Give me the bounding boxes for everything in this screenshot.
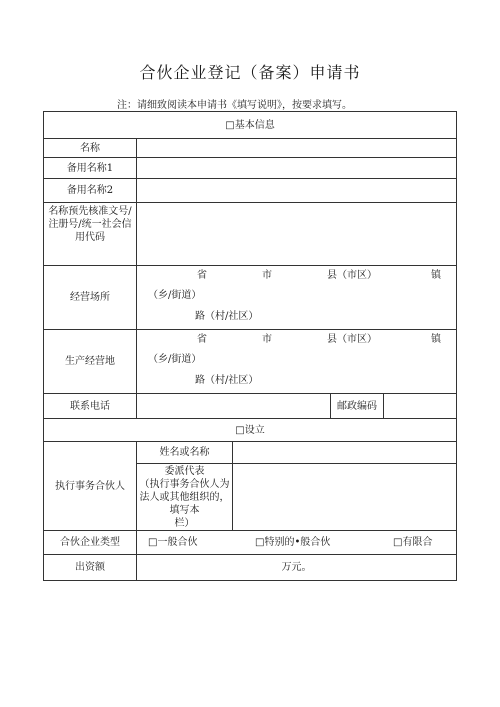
label-postcode: 邮政编码 <box>331 394 384 419</box>
label-managing-partner: 执行事务合伙人 <box>44 442 137 531</box>
addr-city-label: 市 <box>262 334 272 345</box>
addr-city-label: 市 <box>262 270 272 281</box>
addr-township-label: （乡/街道） <box>148 354 202 365</box>
row-alt-name-2 <box>44 179 457 203</box>
label-business-place: 经营场所 <box>44 266 137 330</box>
row-enterprise-type <box>44 531 457 555</box>
label-production-site: 生产经营地 <box>44 330 137 394</box>
addr-road-label: 路（村/社区） <box>195 375 259 386</box>
label-capital: 出资额 <box>44 555 137 581</box>
field-enterprise-type <box>137 531 457 555</box>
label-phone: 联系电话 <box>44 394 137 419</box>
section-basic-info[interactable]: □基本信息 <box>44 112 457 139</box>
field-alt-name-2[interactable] <box>137 179 457 203</box>
addr-county-label: 县（市区） <box>327 334 377 345</box>
addr-road-label: 路（村/社区） <box>195 311 259 322</box>
fill-note: 注：请细致阅读本申请书《填写说明》，按要求填写。 <box>117 100 352 111</box>
row-capital <box>44 555 457 581</box>
label-approval-no: 名称预先核准文号/注册号/统一社会信用代码 <box>44 203 137 266</box>
field-approval-no[interactable] <box>137 203 457 266</box>
field-alt-name-1[interactable] <box>137 158 457 179</box>
field-postcode[interactable] <box>384 394 457 419</box>
registration-form-table <box>43 111 457 581</box>
addr-town-label: 镇 <box>431 270 441 281</box>
addr-county-label: 县（市区） <box>327 270 377 281</box>
row-name <box>44 139 457 158</box>
label-alt-name-1: 备用名称1 <box>44 158 137 179</box>
field-business-place[interactable] <box>137 266 457 330</box>
label-alt-name-2: 备用名称2 <box>44 179 137 203</box>
field-delegate[interactable] <box>233 464 457 531</box>
row-partner-name <box>44 442 457 464</box>
addr-town-label: 镇 <box>431 334 441 345</box>
option-general-partnership[interactable]: □一般合伙 <box>148 537 198 548</box>
label-enterprise-type: 合伙企业类型 <box>44 531 137 555</box>
field-phone[interactable] <box>137 394 331 419</box>
label-delegate: 委派代表 （执行事务合伙人为法人或其他组织的，填写本 栏） <box>137 464 233 531</box>
capital-unit: 万元。 <box>281 562 312 573</box>
option-limited-partnership[interactable]: □有限合 <box>393 537 433 548</box>
addr-township-label: （乡/街道） <box>148 290 202 301</box>
option-special-partnership[interactable]: □特别的•般合伙 <box>255 537 331 548</box>
field-production-site[interactable] <box>137 330 457 394</box>
row-business-place <box>44 266 457 330</box>
addr-province-label: 省 <box>197 334 207 345</box>
section-row-basic <box>44 112 457 139</box>
field-capital[interactable] <box>137 555 457 581</box>
form-title: 合伙企业登记（备案）申请书 <box>139 63 361 82</box>
label-partner-name: 姓名或名称 <box>137 442 233 464</box>
row-contact <box>44 394 457 419</box>
row-alt-name-1 <box>44 158 457 179</box>
addr-province-label: 省 <box>197 270 207 281</box>
section-establish[interactable]: □设立 <box>44 419 457 442</box>
label-name: 名称 <box>44 139 137 158</box>
field-partner-name[interactable] <box>233 442 457 464</box>
section-row-establish <box>44 419 457 442</box>
row-approval-no <box>44 203 457 266</box>
field-name[interactable] <box>137 139 457 158</box>
row-production-site <box>44 330 457 394</box>
